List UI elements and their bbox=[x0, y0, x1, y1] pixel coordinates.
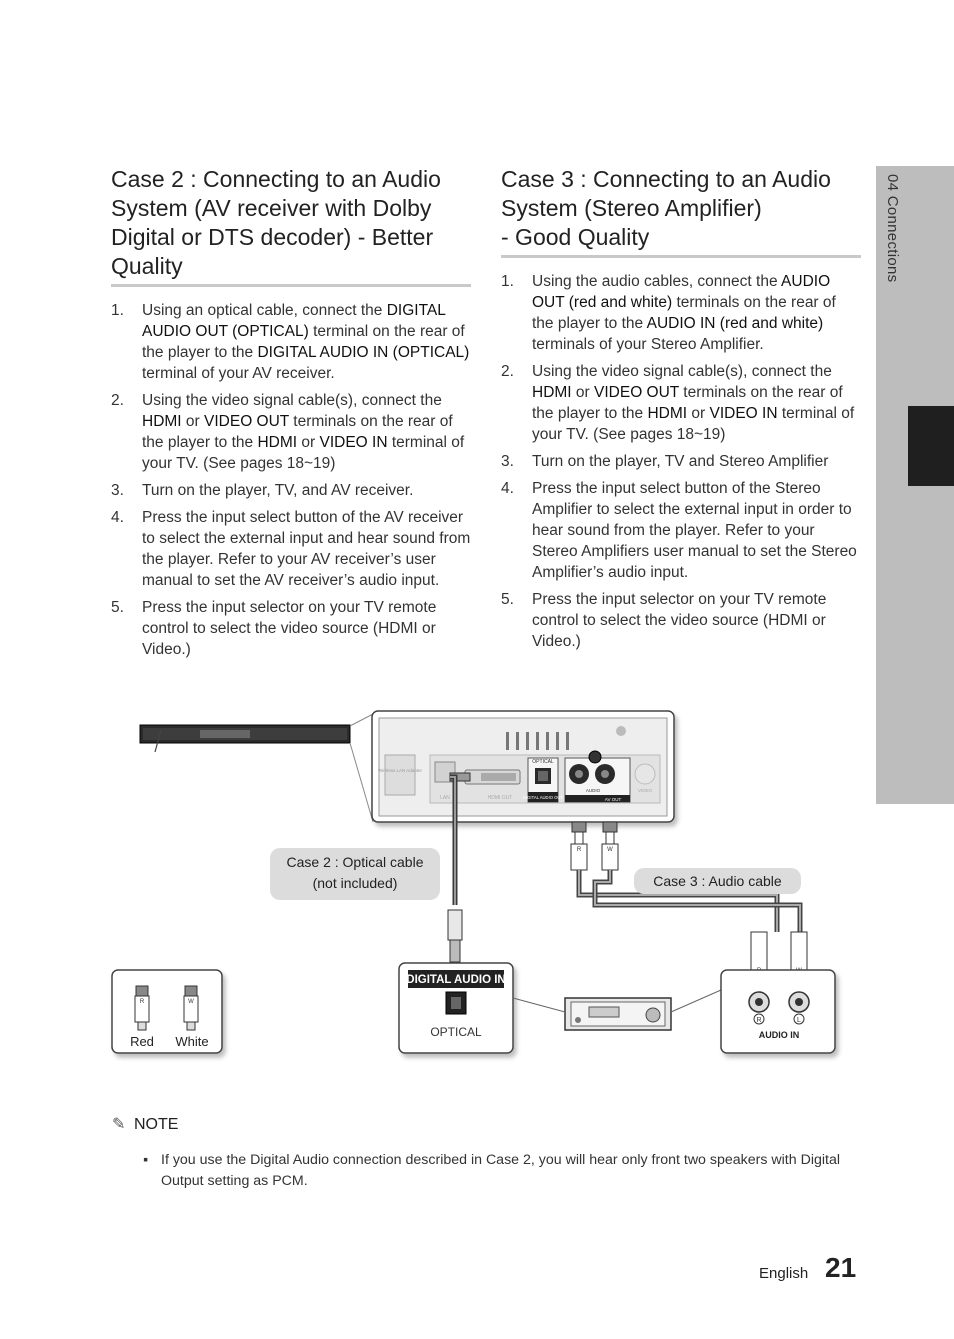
step-text: terminals on the rear of the player to the bbox=[142, 413, 453, 451]
step-item bbox=[501, 361, 861, 445]
panel-video-label: VIDEO bbox=[637, 788, 653, 793]
step-item bbox=[111, 480, 473, 501]
step-text: or bbox=[571, 384, 595, 401]
step-term: HDMI bbox=[532, 384, 572, 401]
step-item bbox=[111, 390, 473, 474]
jack-l-label: L bbox=[797, 1017, 801, 1024]
panel-audio-label: AUDIO bbox=[585, 788, 601, 793]
step-text: Using the video signal cable(s), connect the bbox=[142, 392, 442, 409]
step-text: Turn on the player, TV, and AV receiver. bbox=[142, 482, 414, 499]
case2-steps bbox=[111, 300, 473, 666]
step-term: DIGITAL AUDIO IN (OPTICAL) bbox=[257, 344, 470, 361]
step-text: Using the audio cables, connect the bbox=[532, 273, 782, 290]
zoom-line bbox=[350, 743, 373, 822]
page-number: 21 bbox=[825, 1252, 857, 1283]
step-number: 4. bbox=[501, 480, 514, 497]
legend-plug-w: W bbox=[188, 999, 194, 1005]
chapter-tab-marker bbox=[908, 406, 954, 486]
step-text: Press the input selector on your TV remote control to select the video source (HDMI or Video.) bbox=[142, 599, 437, 658]
connection-diagram bbox=[105, 700, 865, 1070]
panel-av-out-label: AV OUT bbox=[604, 797, 622, 802]
panel-wireless-label: Wireless LAN Adapter bbox=[377, 768, 423, 773]
player-rear-small bbox=[140, 725, 350, 752]
case2-cable-label: Case 2 : Optical cable (not included) bbox=[270, 848, 440, 900]
step-number: 5. bbox=[111, 599, 124, 616]
step-text: or bbox=[297, 434, 320, 451]
step-text: terminal on the rear of the player to the bbox=[142, 323, 465, 361]
step-number: 4. bbox=[111, 509, 124, 526]
step-text: Press the input select button of the Stereo Amplifier to select the external input in order to hear sound from the player. Refer to your Stereo Amplifiers user manual to set the Stereo Amplifier’s audio input. bbox=[532, 480, 857, 581]
step-text: terminals on the rear of the player to the bbox=[532, 294, 836, 332]
case2-title-rule bbox=[111, 284, 471, 287]
step-term: HDMI bbox=[647, 405, 688, 422]
step-term: DIGITAL AUDIO OUT (OPTICAL) bbox=[142, 302, 446, 340]
note-item bbox=[143, 1150, 848, 1192]
step-number: 3. bbox=[111, 482, 124, 499]
step-text: Using an optical cable, connect the bbox=[142, 302, 387, 319]
step-item bbox=[111, 597, 473, 660]
footer-language: English bbox=[759, 1265, 809, 1282]
step-text: or bbox=[687, 405, 710, 422]
step-text: terminal of your AV receiver. bbox=[142, 365, 335, 382]
case3-cable-label: Case 3 : Audio cable bbox=[634, 868, 801, 894]
step-term: AUDIO IN (red and white) bbox=[646, 315, 824, 332]
step-item bbox=[501, 589, 861, 652]
step-term: VIDEO OUT bbox=[594, 384, 679, 401]
step-number: 2. bbox=[111, 392, 124, 409]
panel-hdmi-out-label: HDMI OUT bbox=[487, 795, 513, 801]
legend-plug-r: R bbox=[139, 999, 145, 1005]
step-item bbox=[501, 478, 861, 583]
audio-in-label: AUDIO IN bbox=[758, 1030, 800, 1040]
zoom-line bbox=[350, 714, 373, 726]
case3-title: Case 3 : Connecting to an Audio System (Stereo Amplifier) - Good Quality bbox=[501, 166, 831, 250]
step-number: 3. bbox=[501, 453, 514, 470]
jack-r-label: R bbox=[756, 1017, 762, 1024]
player-plug-r: R bbox=[576, 847, 582, 853]
note-text: If you use the Digital Audio connection described in Case 2, you will hear only front two speakers with Digital Output setting as PCM. bbox=[161, 1152, 840, 1189]
step-term: HDMI bbox=[257, 434, 298, 451]
panel-optical-label: OPTICAL bbox=[532, 759, 554, 765]
step-number: 5. bbox=[501, 591, 514, 608]
legend-red-label: Red bbox=[130, 1034, 154, 1049]
step-number: 1. bbox=[501, 273, 514, 290]
step-text: Using the video signal cable(s), connect the bbox=[532, 363, 832, 380]
step-item bbox=[501, 271, 861, 355]
step-term: VIDEO IN bbox=[709, 405, 778, 422]
step-text: or bbox=[181, 413, 205, 430]
step-item bbox=[501, 451, 861, 472]
panel-digital-audio-out-label: DIGITAL AUDIO OUT bbox=[522, 795, 564, 800]
step-term: VIDEO IN bbox=[319, 434, 388, 451]
case3-title-rule bbox=[501, 255, 861, 258]
step-text: terminal of your TV. (See pages 18~19) bbox=[532, 405, 855, 443]
step-term: AUDIO OUT (red and white) bbox=[532, 273, 831, 311]
step-text: Press the input selector on your TV remote control to select the video source (HDMI or Video.) bbox=[532, 591, 827, 650]
pencil-icon: ✎ bbox=[112, 1116, 126, 1133]
step-text: terminals of your Stereo Amplifier. bbox=[532, 336, 764, 353]
step-text: Press the input select button of the AV receiver to select the external input and hear sound from the player. Refer to your AV receiver’s user manual to set the AV receiver’s audio input. bbox=[142, 509, 471, 589]
case2-title: Case 2 : Connecting to an Audio System (AV receiver with Dolby Digital or DTS decoder) - Better Quality bbox=[111, 166, 441, 279]
chapter-label-text: 04 Connections bbox=[884, 174, 901, 283]
audio-in-box bbox=[721, 970, 835, 1053]
audio-cable bbox=[571, 822, 807, 974]
panel-lan-label: LAN bbox=[440, 795, 450, 801]
case3-steps bbox=[501, 271, 861, 658]
step-text: Turn on the player, TV and Stereo Amplifier bbox=[532, 453, 829, 470]
step-number: 2. bbox=[501, 363, 514, 380]
optical-label: OPTICAL bbox=[430, 1025, 482, 1039]
note-bullet: ▪ bbox=[143, 1152, 149, 1168]
step-number: 1. bbox=[111, 302, 124, 319]
step-item bbox=[111, 300, 473, 384]
digital-audio-in-label: DIGITAL AUDIO IN bbox=[406, 974, 506, 986]
legend-white-label: White bbox=[175, 1034, 209, 1049]
chapter-label bbox=[879, 174, 903, 374]
player-plug-w: W bbox=[607, 847, 613, 853]
step-term: VIDEO OUT bbox=[204, 413, 289, 430]
av-receiver bbox=[513, 990, 721, 1030]
note-heading: ✎ NOTE bbox=[112, 1116, 179, 1133]
step-term: HDMI bbox=[142, 413, 182, 430]
step-item bbox=[111, 507, 473, 591]
step-text: terminals on the rear of the player to the bbox=[532, 384, 843, 422]
step-text: terminal of your TV. (See pages 18~19) bbox=[142, 434, 465, 472]
